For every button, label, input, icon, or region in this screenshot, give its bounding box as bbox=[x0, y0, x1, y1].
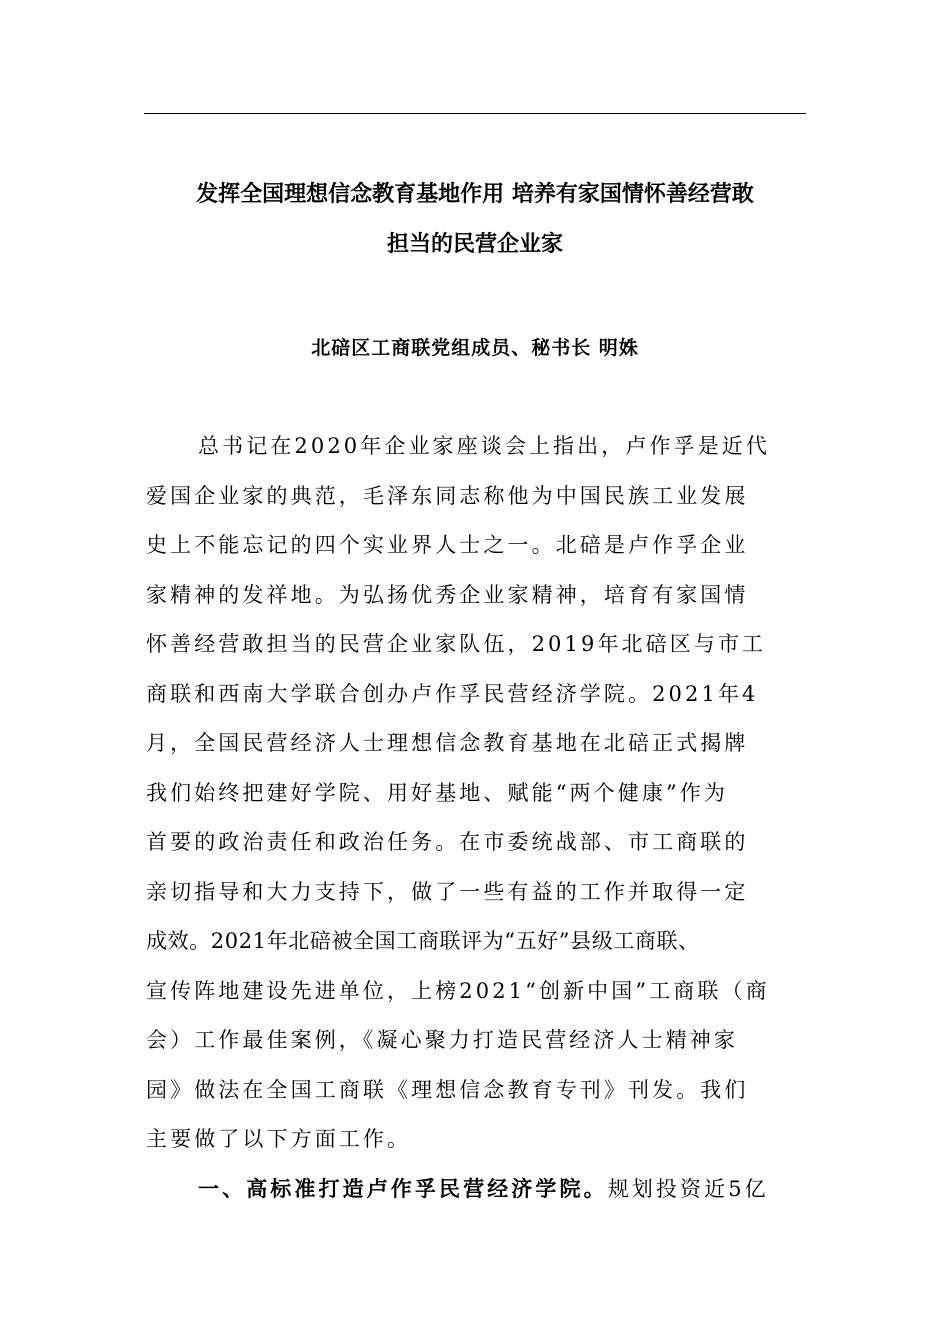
section-1-paragraph bbox=[146, 1165, 816, 1215]
body-line: 会）工作最佳案例，《凝心聚力打造民营经济人士精神家 bbox=[146, 1028, 738, 1052]
body-line: 主要做了以下方面工作。 bbox=[146, 1127, 412, 1151]
body-line: 家精神的发祥地。为弘扬优秀企业家精神，培育有家国情 bbox=[146, 582, 749, 607]
body-line: 宣传阵地建设先进单位，上榜2021“创新中国”工商联（商 bbox=[146, 978, 770, 1003]
body-line: 史上不能忘记的四个实业界人士之一。北碚是卢作孚企业 bbox=[146, 533, 749, 557]
header-rule bbox=[144, 113, 806, 114]
body-line: 商联和西南大学联合创办卢作孚民营经济学院。2021年4 bbox=[146, 681, 759, 706]
author-byline: 北碚区工商联党组成员、秘书长 明姝 bbox=[311, 337, 639, 359]
body-line: 总书记在2020年企业家座谈会上指出，卢作孚是近代 bbox=[198, 434, 770, 458]
body-line: 我们始终把建好学院、用好基地、赋能“两个健康”作为 bbox=[146, 780, 728, 805]
body-line: 爱国企业家的典范，毛泽东同志称他为中国民族工业发展 bbox=[146, 483, 749, 508]
title-line-2: 担当的民营企业家 bbox=[386, 232, 563, 257]
title-line-1: 发挥全国理想信念教育基地作用 培养有家国情怀善经营敢 bbox=[196, 182, 754, 207]
document-title bbox=[140, 170, 810, 270]
body-line: 首要的政治责任和政治任务。在市委统战部、市工商联的 bbox=[146, 830, 749, 854]
body-line: 园》做法在全国工商联《理想信念教育专刊》刊发。我们 bbox=[146, 1077, 749, 1102]
body-line: 怀善经营敢担当的民营企业家队伍，2019年北碚区与市工 bbox=[146, 632, 767, 656]
body-text bbox=[146, 422, 816, 1214]
body-line: 亲切指导和大力支持下，做了一些有益的工作并取得一定 bbox=[146, 879, 749, 904]
section-1-text: 规划投资近5亿 bbox=[607, 1176, 769, 1201]
body-line: 成效。2021年北碚被全国工商联评为“五好”县级工商联、 bbox=[146, 929, 700, 953]
section-1-heading: 一、高标准打造卢作孚民营经济学院。 bbox=[198, 1176, 608, 1201]
body-line: 月，全国民营经济人士理想信念教育基地在北碚正式揭牌 bbox=[146, 731, 749, 755]
